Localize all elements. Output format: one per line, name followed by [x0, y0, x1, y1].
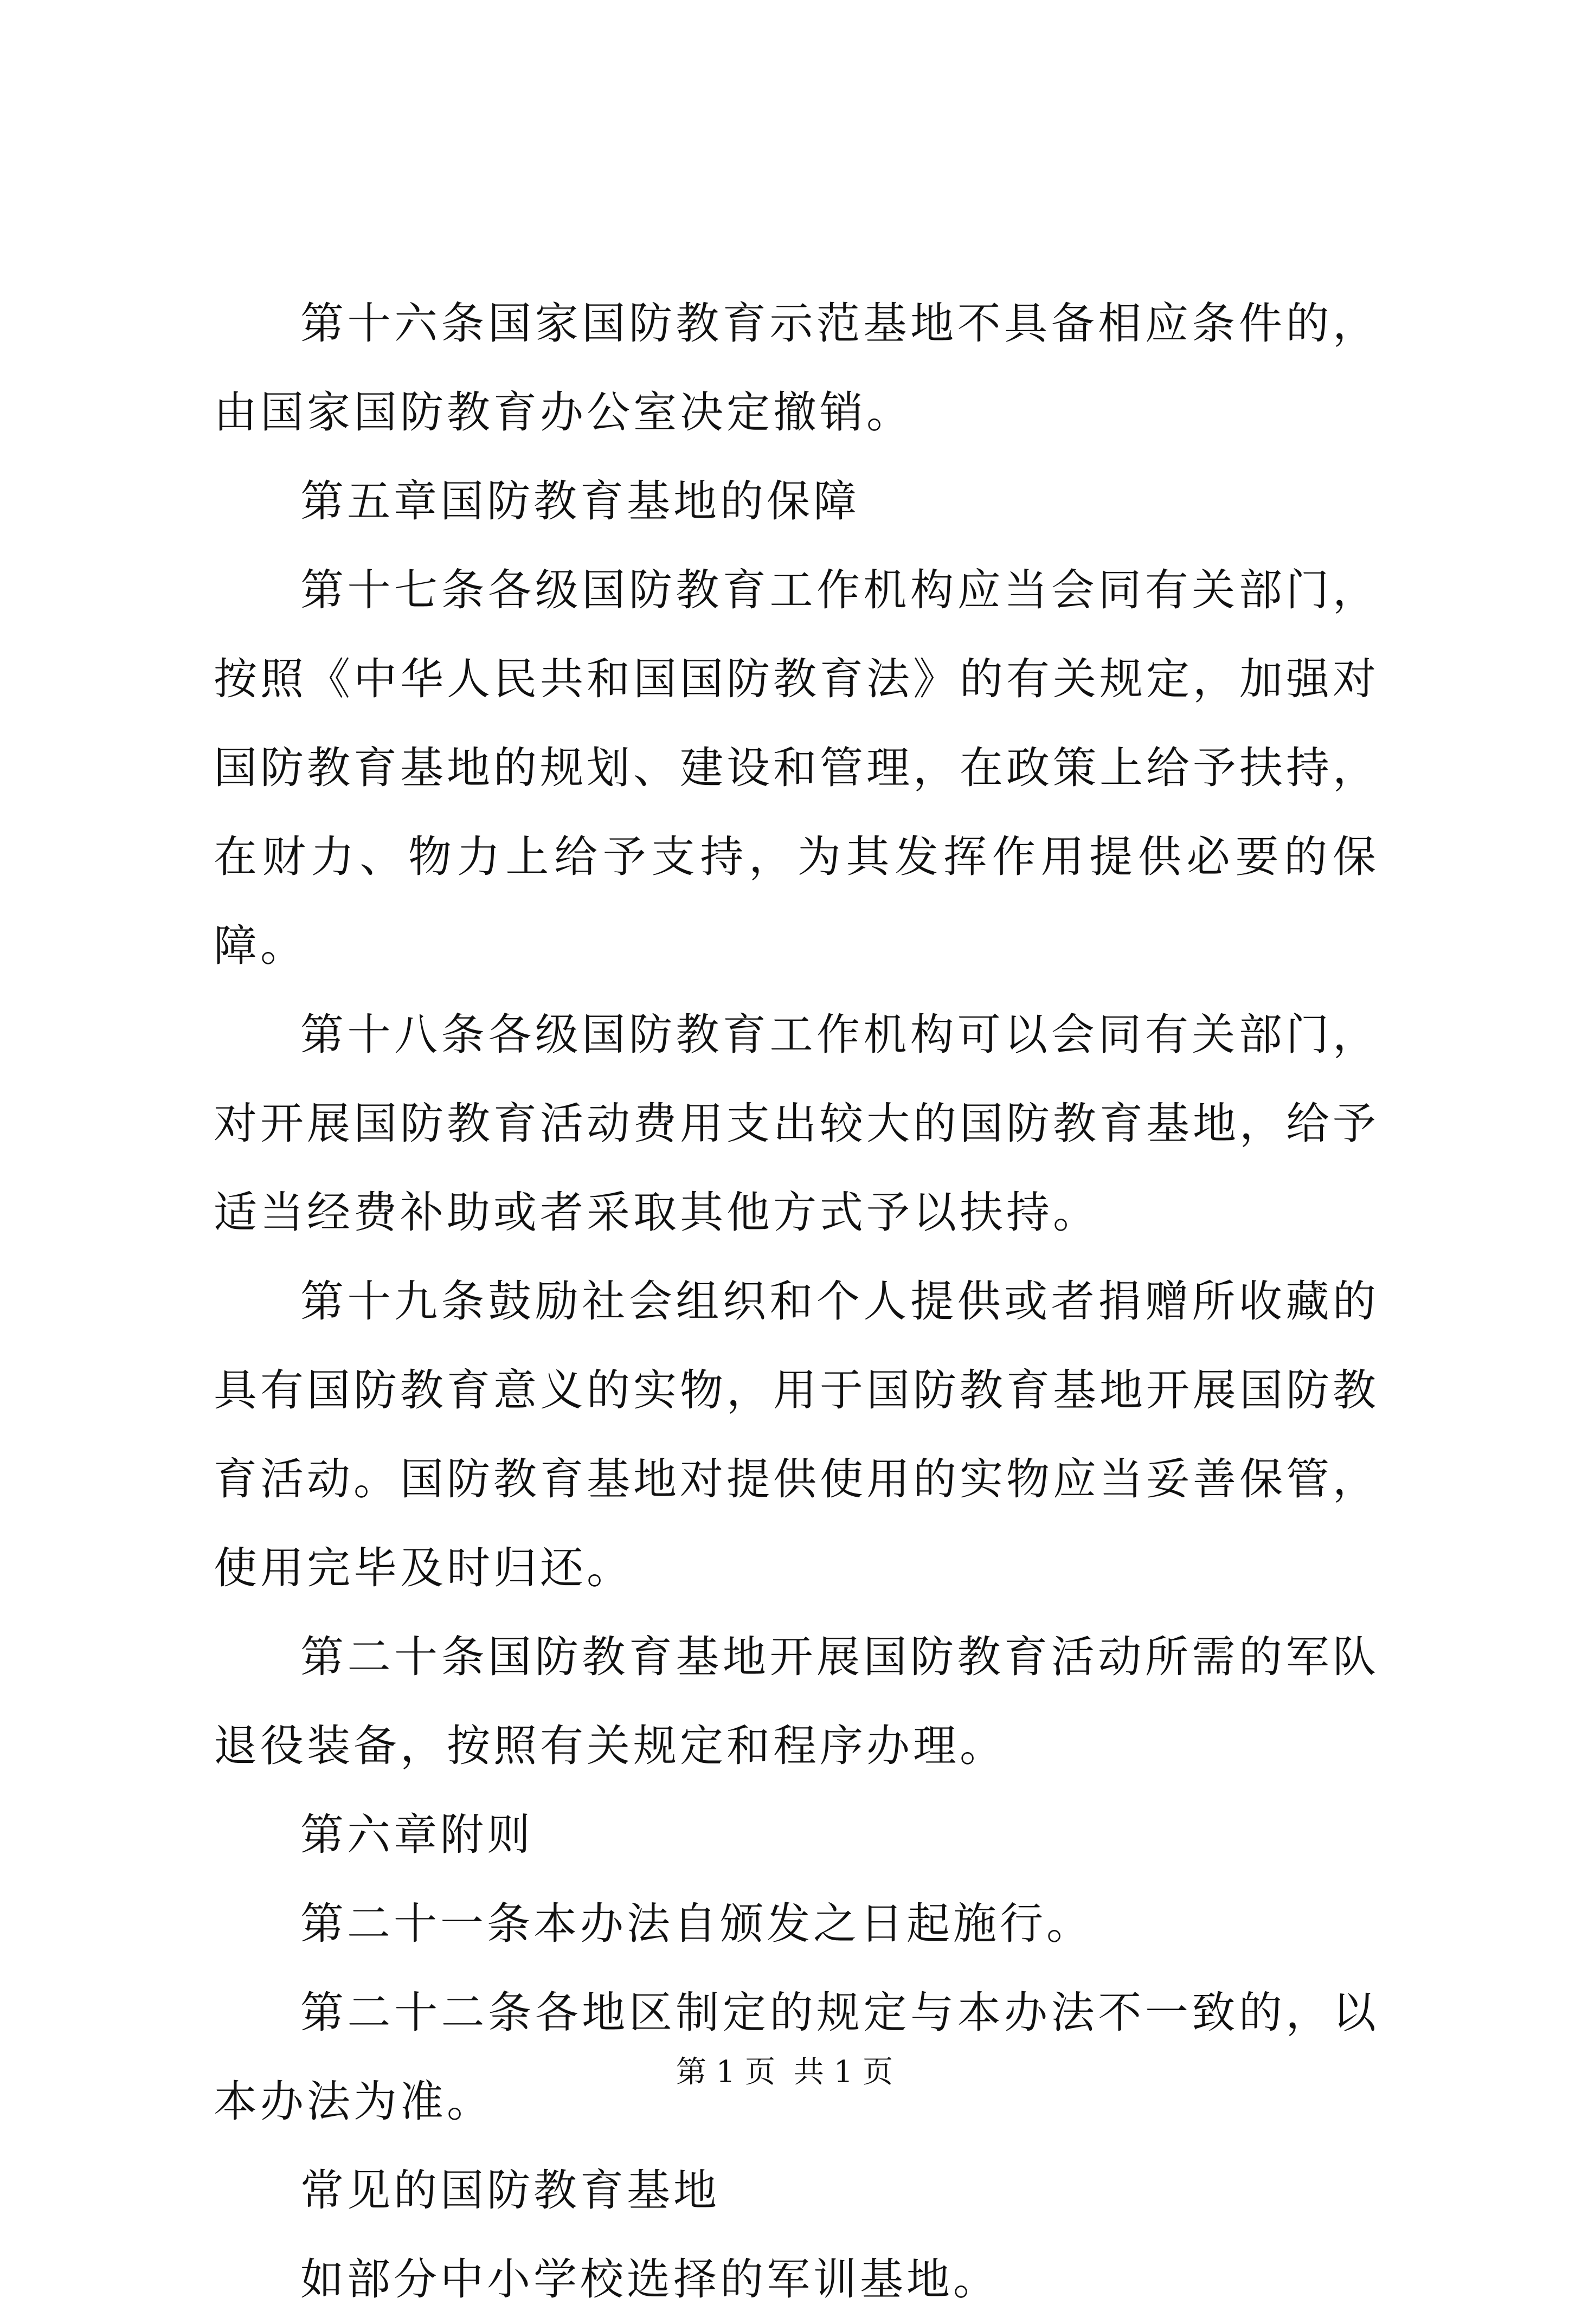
article-22-paragraph: 第二十二条各地区制定的规定与本办法不一致的，以本办法为准。: [214, 1987, 1379, 2127]
document-body: [214, 279, 1379, 2324]
common-bases-heading: 常见的国防教育基地: [300, 2165, 720, 2216]
page-number: 第 1 页: [676, 2055, 776, 2090]
article-19-paragraph: 第十九条鼓励社会组织和个人提供或者捐赠所收藏的具有国防教育意义的实物，用于国防教育基地开展国防教育活动。国防教育基地对提供使用的实物应当妥善保管，使用完毕及时归还。: [214, 1276, 1379, 1593]
article-21-paragraph: 第二十一条本办法自颁发之日起施行。: [300, 1898, 1093, 1949]
article-18-paragraph: 第十八条各级国防教育工作机构可以会同有关部门，对开展国防教育活动费用支出较大的国防教育基地，给予适当经费补助或者采取其他方式予以扶持。: [214, 1009, 1379, 1238]
page-footer: [0, 2048, 1569, 2091]
article-17-paragraph: 第十七条各级国防教育工作机构应当会同有关部门，按照《中华人民共和国国防教育法》的有关规定，加强对国防教育基地的规划、建设和管理，在政策上给予扶持，在财力、物力上给予支持，为其发挥作用提供必要的保障。: [214, 565, 1379, 971]
article-20-paragraph: 第二十条国防教育基地开展国防教育活动所需的军队退役装备，按照有关规定和程序办理。: [214, 1632, 1379, 1771]
chapter-6-heading: 第六章附则: [300, 1810, 533, 1860]
example-paragraph: 如部分中小学校选择的军训基地。: [300, 2254, 1000, 2304]
chapter-5-heading: 第五章国防教育基地的保障: [300, 476, 860, 526]
article-16-paragraph: 第十六条国家国防教育示范基地不具备相应条件的，由国家国防教育办公室决定撤销。: [214, 298, 1379, 437]
page-total: 共 1 页: [793, 2055, 893, 2090]
